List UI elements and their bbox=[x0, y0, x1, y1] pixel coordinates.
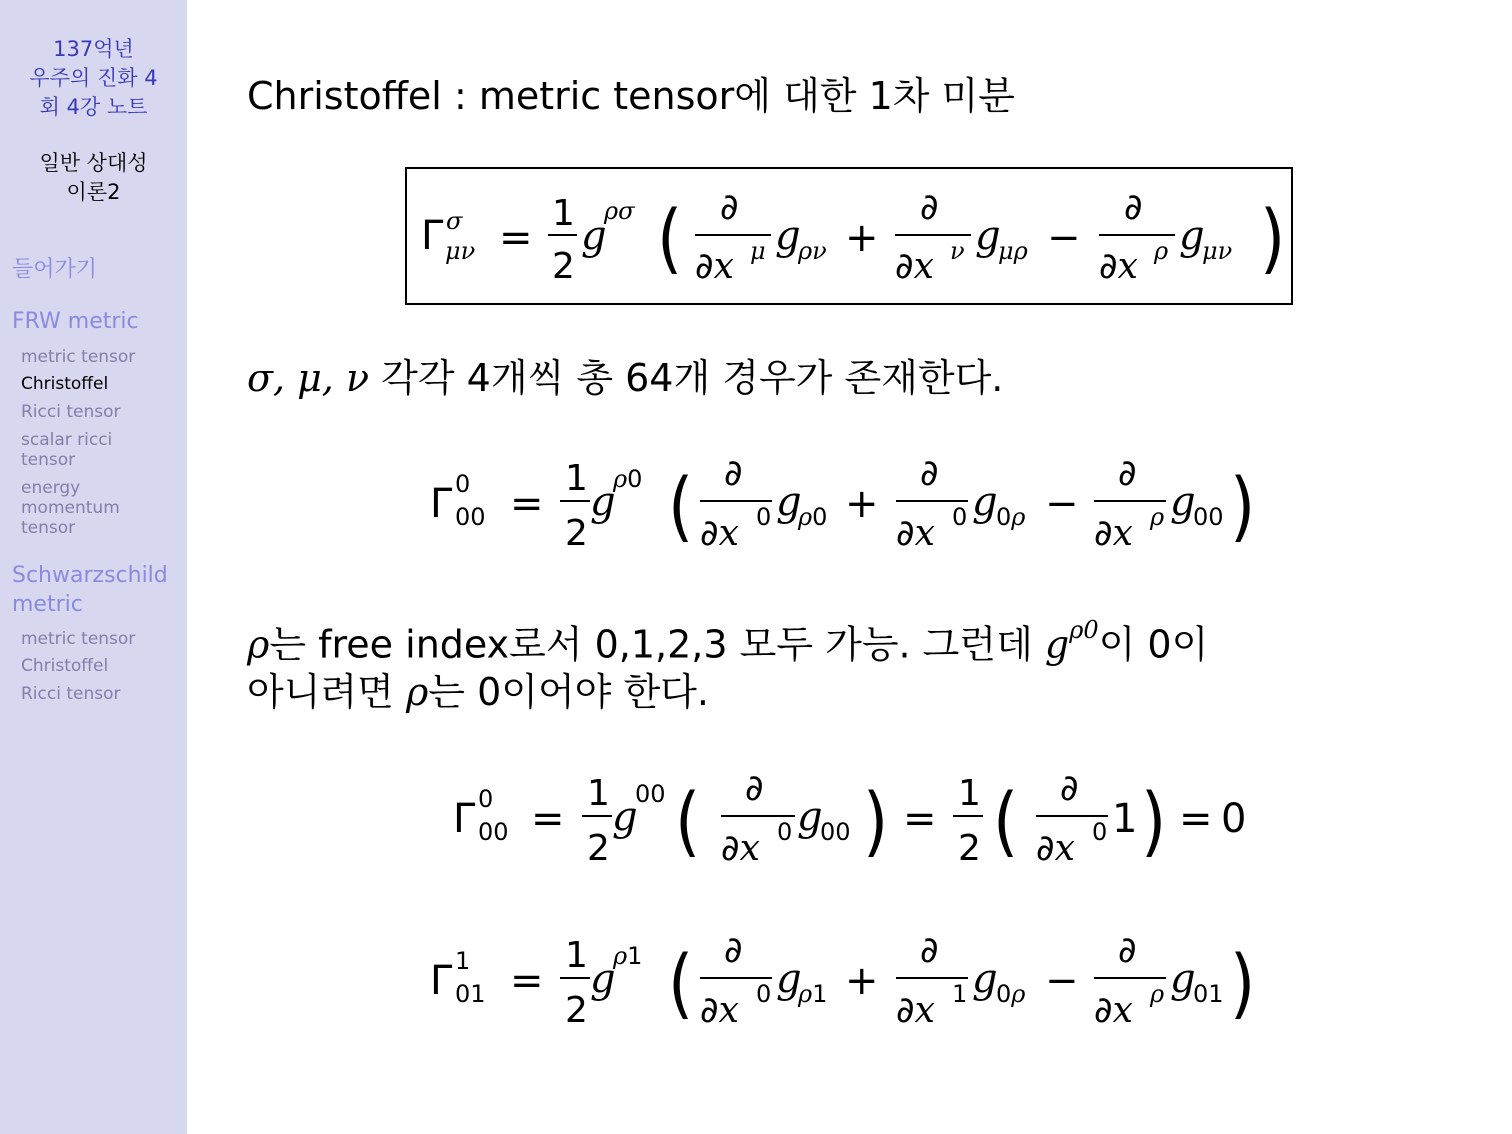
svg-text:00: 00 bbox=[455, 503, 486, 531]
svg-text:ρ1: ρ1 bbox=[798, 980, 828, 1008]
svg-text:0ρ: 0ρ bbox=[996, 503, 1026, 531]
svg-text:Γ: Γ bbox=[430, 958, 453, 1004]
free-index-sentence-line-1 bbox=[247, 608, 1208, 673]
svg-text:g: g bbox=[972, 479, 998, 525]
svg-text:0: 0 bbox=[756, 980, 772, 1008]
svg-text:0: 0 bbox=[1092, 818, 1108, 846]
svg-text:μν: μν bbox=[1202, 237, 1233, 265]
svg-text:ρ1: ρ1 bbox=[613, 942, 643, 970]
svg-text:∂: ∂ bbox=[1118, 930, 1137, 971]
svg-text:−: − bbox=[1047, 215, 1081, 261]
svg-text:+: + bbox=[845, 958, 879, 1004]
svg-text:): ) bbox=[863, 776, 889, 866]
svg-text:00: 00 bbox=[478, 818, 509, 846]
svg-text:00: 00 bbox=[1193, 503, 1224, 531]
nav-item-schwarzschild-christoffel[interactable]: Christoffel bbox=[21, 656, 109, 676]
svg-text:): ) bbox=[1260, 193, 1286, 283]
svg-text:ρ: ρ bbox=[1150, 980, 1165, 1008]
svg-text:g: g bbox=[797, 794, 823, 840]
svg-text:∂: ∂ bbox=[724, 930, 743, 971]
slide-content bbox=[187, 0, 1512, 1134]
metric-g-superscript: ρ0 bbox=[1069, 616, 1099, 644]
svg-text:0: 0 bbox=[1221, 796, 1247, 842]
svg-text:2: 2 bbox=[552, 246, 575, 287]
gamma-1-01-expansion-equation bbox=[430, 922, 1260, 1042]
presentation-subtitle-line-2: 이론2 bbox=[66, 180, 121, 204]
svg-text:2: 2 bbox=[958, 828, 981, 869]
sidebar-nav bbox=[0, 0, 187, 1134]
svg-text:∂x: ∂x bbox=[700, 513, 739, 554]
svg-text:2: 2 bbox=[565, 513, 588, 554]
metric-g-symbol: g bbox=[1044, 622, 1070, 667]
svg-text:1: 1 bbox=[565, 935, 588, 976]
svg-text:∂: ∂ bbox=[724, 453, 743, 494]
svg-text:μ: μ bbox=[750, 237, 766, 265]
svg-text:+: + bbox=[845, 481, 879, 527]
svg-text:∂x: ∂x bbox=[896, 513, 935, 554]
nav-item-frw-ricci-tensor[interactable]: Ricci tensor bbox=[21, 402, 121, 422]
svg-text:ν: ν bbox=[950, 237, 965, 265]
svg-text:(: ( bbox=[668, 938, 694, 1028]
svg-text:μρ: μρ bbox=[998, 237, 1028, 265]
svg-text:∂x: ∂x bbox=[896, 990, 935, 1031]
svg-text:00: 00 bbox=[820, 818, 851, 846]
svg-text:g: g bbox=[776, 479, 802, 525]
svg-text:g: g bbox=[590, 956, 616, 1002]
svg-text:∂: ∂ bbox=[1060, 768, 1079, 809]
svg-text:=: = bbox=[510, 958, 544, 1004]
nav-section-intro[interactable]: 들어가기 bbox=[12, 257, 98, 282]
svg-text:(: ( bbox=[657, 193, 683, 283]
svg-text:g: g bbox=[776, 956, 802, 1002]
slide-heading: Christoffel : metric tensor에 대한 1차 미분 bbox=[247, 74, 1015, 118]
svg-text:∂x: ∂x bbox=[1036, 828, 1075, 869]
svg-text:(: ( bbox=[675, 776, 701, 866]
must-be-zero-text: 는 0이어야 한다. bbox=[428, 670, 709, 714]
index-count-text: 각각 4개씩 총 64개 경우가 존재한다. bbox=[381, 356, 1004, 400]
svg-text:∂x: ∂x bbox=[1094, 990, 1133, 1031]
svg-text:μν: μν bbox=[445, 237, 476, 265]
svg-text:(: ( bbox=[993, 776, 1019, 866]
rho-symbol: ρ bbox=[247, 622, 270, 667]
svg-text:01: 01 bbox=[1193, 980, 1224, 1008]
svg-text:=: = bbox=[903, 796, 937, 842]
nav-item-schwarzschild-metric-tensor[interactable]: metric tensor bbox=[21, 629, 136, 649]
svg-text:): ) bbox=[1141, 776, 1167, 866]
svg-text:0: 0 bbox=[952, 503, 968, 531]
svg-text:1: 1 bbox=[552, 193, 575, 234]
svg-text:−: − bbox=[1045, 958, 1079, 1004]
svg-text:00: 00 bbox=[635, 780, 666, 808]
svg-text:1: 1 bbox=[455, 947, 471, 975]
svg-text:1: 1 bbox=[958, 773, 981, 814]
svg-text:=: = bbox=[531, 796, 565, 842]
svg-text:2: 2 bbox=[587, 828, 610, 869]
svg-text:∂: ∂ bbox=[1118, 453, 1137, 494]
svg-text:∂x: ∂x bbox=[895, 246, 934, 287]
index-count-sentence bbox=[247, 350, 1003, 406]
svg-text:0ρ: 0ρ bbox=[996, 980, 1026, 1008]
nonzero-condition-text: 이 0이 bbox=[1098, 622, 1209, 667]
svg-text:=: = bbox=[1179, 796, 1213, 842]
svg-text:(: ( bbox=[668, 461, 694, 551]
svg-text:g: g bbox=[775, 213, 801, 259]
nav-item-frw-energy-momentum-tensor[interactable]: energy momentum tensor bbox=[21, 478, 120, 538]
nav-item-frw-scalar-ricci-tensor[interactable]: scalar ricci tensor bbox=[21, 430, 113, 470]
svg-text:): ) bbox=[1230, 938, 1256, 1028]
svg-text:∂: ∂ bbox=[920, 930, 939, 971]
gamma-0-00-evaluation-equation bbox=[453, 760, 1253, 880]
svg-text:=: = bbox=[499, 215, 533, 261]
svg-text:g: g bbox=[590, 479, 616, 525]
svg-text:g: g bbox=[972, 956, 998, 1002]
svg-text:∂: ∂ bbox=[920, 187, 939, 228]
svg-text:∂: ∂ bbox=[720, 187, 739, 228]
svg-text:): ) bbox=[1230, 461, 1256, 551]
svg-text:∂: ∂ bbox=[1124, 187, 1143, 228]
svg-text:=: = bbox=[510, 481, 544, 527]
svg-text:g: g bbox=[1170, 956, 1196, 1002]
svg-text:∂x: ∂x bbox=[1099, 246, 1138, 287]
svg-text:σ: σ bbox=[446, 207, 463, 235]
svg-text:0: 0 bbox=[455, 470, 471, 498]
gamma-0-00-expansion-equation bbox=[430, 445, 1260, 565]
svg-text:1: 1 bbox=[952, 980, 968, 1008]
free-index-sentence-line-2 bbox=[247, 664, 709, 720]
svg-text:g: g bbox=[975, 213, 1001, 259]
svg-text:+: + bbox=[845, 215, 879, 261]
svg-text:ρν: ρν bbox=[798, 237, 827, 265]
svg-text:ρ0: ρ0 bbox=[798, 503, 828, 531]
svg-text:1: 1 bbox=[1112, 796, 1138, 842]
presentation-subtitle-line-1: 일반 상대성 bbox=[39, 151, 148, 175]
svg-text:1: 1 bbox=[565, 458, 588, 499]
presentation-title-line-2[interactable]: 우주의 진화 4 bbox=[29, 66, 158, 90]
nav-item-frw-metric-tensor[interactable]: metric tensor bbox=[21, 347, 136, 367]
svg-text:ρ: ρ bbox=[1150, 503, 1165, 531]
nav-section-frw-metric[interactable]: FRW metric bbox=[12, 309, 139, 334]
svg-text:g: g bbox=[1179, 213, 1205, 259]
rho-symbol-2: ρ bbox=[405, 670, 429, 714]
unless-text: 아니려면 bbox=[247, 670, 394, 714]
presentation-title-line-1[interactable]: 137억년 bbox=[53, 37, 134, 61]
svg-text:Γ: Γ bbox=[453, 796, 476, 842]
svg-text:∂: ∂ bbox=[745, 768, 764, 809]
svg-text:−: − bbox=[1045, 481, 1079, 527]
svg-text:0: 0 bbox=[756, 503, 772, 531]
presentation-title-line-3[interactable]: 회 4강 노트 bbox=[39, 95, 148, 119]
nav-item-schwarzschild-ricci-tensor[interactable]: Ricci tensor bbox=[21, 684, 121, 704]
svg-text:ρ: ρ bbox=[1154, 237, 1169, 265]
svg-text:∂x: ∂x bbox=[1094, 513, 1133, 554]
svg-text:∂x: ∂x bbox=[695, 246, 734, 287]
nav-item-frw-christoffel[interactable]: Christoffel bbox=[21, 374, 109, 394]
svg-text:2: 2 bbox=[565, 990, 588, 1031]
svg-text:g: g bbox=[581, 213, 607, 259]
svg-text:∂x: ∂x bbox=[721, 828, 760, 869]
index-variables: σ, μ, ν bbox=[247, 356, 370, 400]
svg-text:Γ: Γ bbox=[421, 213, 444, 259]
nav-section-schwarzschild-metric[interactable]: Schwarzschild metric bbox=[12, 563, 168, 617]
svg-text:1: 1 bbox=[587, 773, 610, 814]
svg-text:ρσ: ρσ bbox=[604, 197, 635, 225]
svg-text:∂: ∂ bbox=[920, 453, 939, 494]
svg-text:Γ: Γ bbox=[430, 481, 453, 527]
svg-text:ρ0: ρ0 bbox=[613, 465, 643, 493]
svg-text:∂x: ∂x bbox=[700, 990, 739, 1031]
svg-text:01: 01 bbox=[455, 980, 486, 1008]
svg-text:0: 0 bbox=[777, 818, 793, 846]
svg-text:0: 0 bbox=[478, 785, 494, 813]
svg-text:g: g bbox=[1170, 479, 1196, 525]
free-index-text: 는 free index로서 0,1,2,3 모두 가능. 그런데 bbox=[269, 622, 1033, 667]
christoffel-definition-equation bbox=[405, 167, 1293, 306]
svg-text:g: g bbox=[612, 794, 638, 840]
